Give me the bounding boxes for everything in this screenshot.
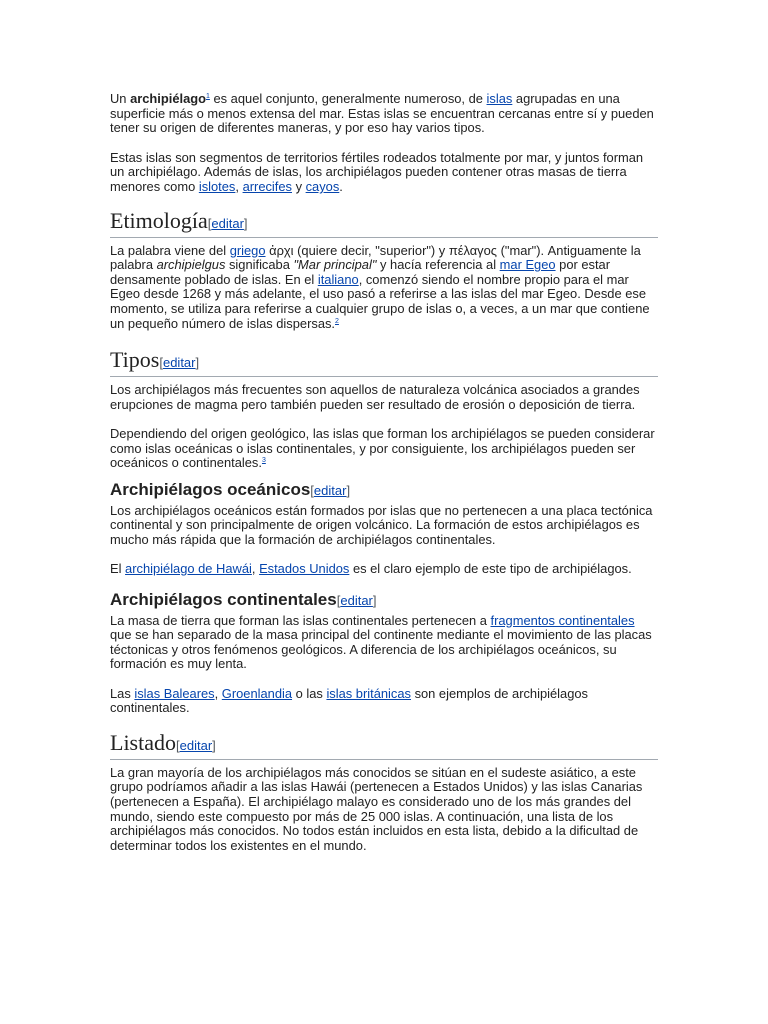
article-content — [110, 92, 658, 853]
text: El — [110, 561, 126, 577]
edit-section — [337, 593, 377, 608]
oceanicos-paragraph-1: Los archipiélagos oceánicos están formados por islas que no pertenecen a una placa tectónica continental y son principalmente de origen volcánico. La formación de estos archipiélagos es mucho más rápida que la formación de archipiélagos continentales. — [110, 502, 653, 547]
text: , — [235, 178, 243, 194]
text: Un — [110, 91, 131, 106]
quoted-meaning: "Mar principal" — [293, 257, 377, 273]
text: es el claro ejemplo de este tipo de archipiélagos. — [349, 561, 632, 577]
edit-link-etimologia[interactable]: editar — [211, 215, 244, 231]
reference-link[interactable]: 3 — [261, 457, 266, 465]
edit-section — [176, 738, 216, 753]
edit-section — [159, 355, 199, 370]
bracket: ] — [195, 355, 200, 371]
text: o las — [292, 685, 327, 701]
continentales-paragraph-1 — [110, 614, 658, 672]
text: . — [339, 178, 343, 194]
text: La masa de tierra que forman las islas continentales pertenecen a — [110, 612, 491, 628]
link-islotes[interactable]: islotes — [198, 178, 236, 194]
heading-continentales — [110, 590, 658, 611]
link-mar-egeo[interactable]: mar Egeo — [499, 257, 556, 273]
reference-2[interactable] — [335, 318, 339, 325]
intro-paragraph-2 — [110, 151, 658, 195]
bracket: [ — [310, 482, 314, 498]
listado-paragraph: La gran mayoría de los archipiélagos más conocidos se sitúan en el sudeste asiático, a este grupo podríamos añadir a las islas Hawái (pertenecen a Estados Unidos) y las islas Canarias (pertenecen a España). El archipiélago malayo es considerado uno de los más grandes del mundo, siendo este compuesto por más de 25 000 islas. A continuación, una lista de los archipiélagos más conocidos. No todos están incluidos en esta lista, debido a la dificultad de determinar todos los existentes en el mundo. — [110, 764, 643, 853]
edit-link-continentales[interactable]: editar — [340, 592, 373, 608]
bracket: [ — [336, 592, 341, 608]
reference-link[interactable]: 1 — [206, 93, 210, 100]
link-groenlandia[interactable]: Groenlandia — [221, 685, 293, 701]
link-italiano[interactable]: italiano — [317, 271, 359, 287]
link-islas-britanicas[interactable]: islas británicas — [326, 685, 411, 701]
bracket: ] — [372, 592, 377, 608]
tipos-paragraph-1: Los archipiélagos más frecuentes son aquellos de naturaleza volcánica asociados a grandes erupciones de magma pero también pueden ser resultado de erosión o deposición de tierra. — [110, 382, 640, 412]
link-islas[interactable]: islas — [486, 91, 513, 106]
edit-link-tipos[interactable]: editar — [162, 355, 196, 371]
heading-listado — [110, 731, 658, 760]
reference-link[interactable]: 2 — [335, 317, 339, 325]
bracket: ] — [212, 737, 216, 753]
link-griego[interactable]: griego — [229, 242, 266, 258]
heading-text: Tipos — [110, 347, 160, 373]
text: y hacía referencia al — [376, 257, 500, 273]
heading-tipos — [110, 348, 658, 377]
text: agrupadas en una superficie más o menos extensa del mar. Estas islas se encuentran cercanas entre sí y pueden tener su origen de diferentes maneras, y por eso hay varios tipos. — [110, 91, 654, 136]
heading-etimologia — [110, 209, 658, 238]
edit-link-oceanicos[interactable]: editar — [313, 482, 347, 498]
article-term: archipiélago — [130, 91, 206, 106]
text: que se han separado de la masa principal del continente mediante el movimiento de las placas téctonicas y otros fenómenos geológicos. A diferencia de los archipiélagos oceánicos, su formación es muy lenta. — [110, 627, 652, 672]
continentales-paragraph-2 — [110, 687, 658, 716]
heading-text: Listado — [110, 729, 176, 755]
text: significaba — [225, 257, 294, 273]
heading-text: Archipiélagos continentales — [110, 589, 337, 609]
text: y — [292, 178, 306, 194]
link-estados-unidos[interactable]: Estados Unidos — [259, 561, 350, 577]
text: es aquel conjunto, generalmente numeroso, de — [209, 91, 487, 106]
bracket: ] — [346, 482, 351, 498]
tipos-paragraph-2 — [110, 427, 658, 471]
heading-text: Archipiélagos oceánicos — [110, 479, 311, 499]
oceanicos-paragraph-2 — [110, 562, 658, 577]
link-arrecifes[interactable]: arrecifes — [242, 178, 292, 194]
text: ἀρχι (quiere decir, "superior") y πέλαγος ("mar"). Antiguamente la palabra — [110, 242, 641, 273]
edit-section — [208, 216, 248, 231]
bracket: [ — [207, 215, 212, 231]
etimologia-paragraph — [110, 244, 658, 332]
text: Dependiendo del origen geológico, las islas que forman los archipiélagos se pueden considerar como islas oceánicas o islas continentales, y por consiguiente, los archipiélagos pueden ser oceánicos o continentales. — [110, 425, 655, 471]
text: , — [251, 561, 260, 577]
bracket: [ — [176, 737, 180, 753]
bracket: ] — [243, 215, 248, 231]
link-archipielago-hawai[interactable]: archipiélago de Hawái — [125, 561, 252, 577]
heading-oceanicos — [110, 480, 658, 501]
text: Estas islas son segmentos de territorios fértiles rodeados totalmente por mar, y juntos forman un archipiélago. Además de islas, los archipiélagos pueden contener otras masas de tierra menores como — [110, 149, 644, 194]
link-cayos[interactable]: cayos — [305, 178, 340, 194]
text: por estar densamente poblado de islas. En el — [110, 257, 611, 287]
heading-text: Etimología — [110, 207, 208, 233]
text: son ejemplos de archipiélagos continentales. — [110, 685, 588, 716]
text: , — [214, 685, 222, 701]
intro-paragraph-1 — [110, 92, 658, 136]
link-fragmentos-continentales[interactable]: fragmentos continentales — [490, 612, 635, 628]
edit-link-listado[interactable]: editar — [179, 737, 213, 753]
text: La palabra viene del — [110, 242, 230, 258]
reference-3[interactable] — [262, 457, 266, 464]
latin-term: archipielgus — [156, 257, 226, 273]
text: , comenzó siendo el nombre propio para el mar Egeo desde 1268 y más adelante, el uso pasó a referirse a las islas del mar Egeo. Desde ese momento, se utiliza para referirse a cualquier grupo de islas o, a veces, a un mar que contiene un pequeño número de islas dispersas. — [110, 271, 650, 331]
text: Las — [110, 685, 135, 701]
edit-section — [310, 483, 350, 498]
bracket: [ — [159, 355, 163, 371]
link-islas-baleares[interactable]: islas Baleares — [134, 685, 215, 701]
